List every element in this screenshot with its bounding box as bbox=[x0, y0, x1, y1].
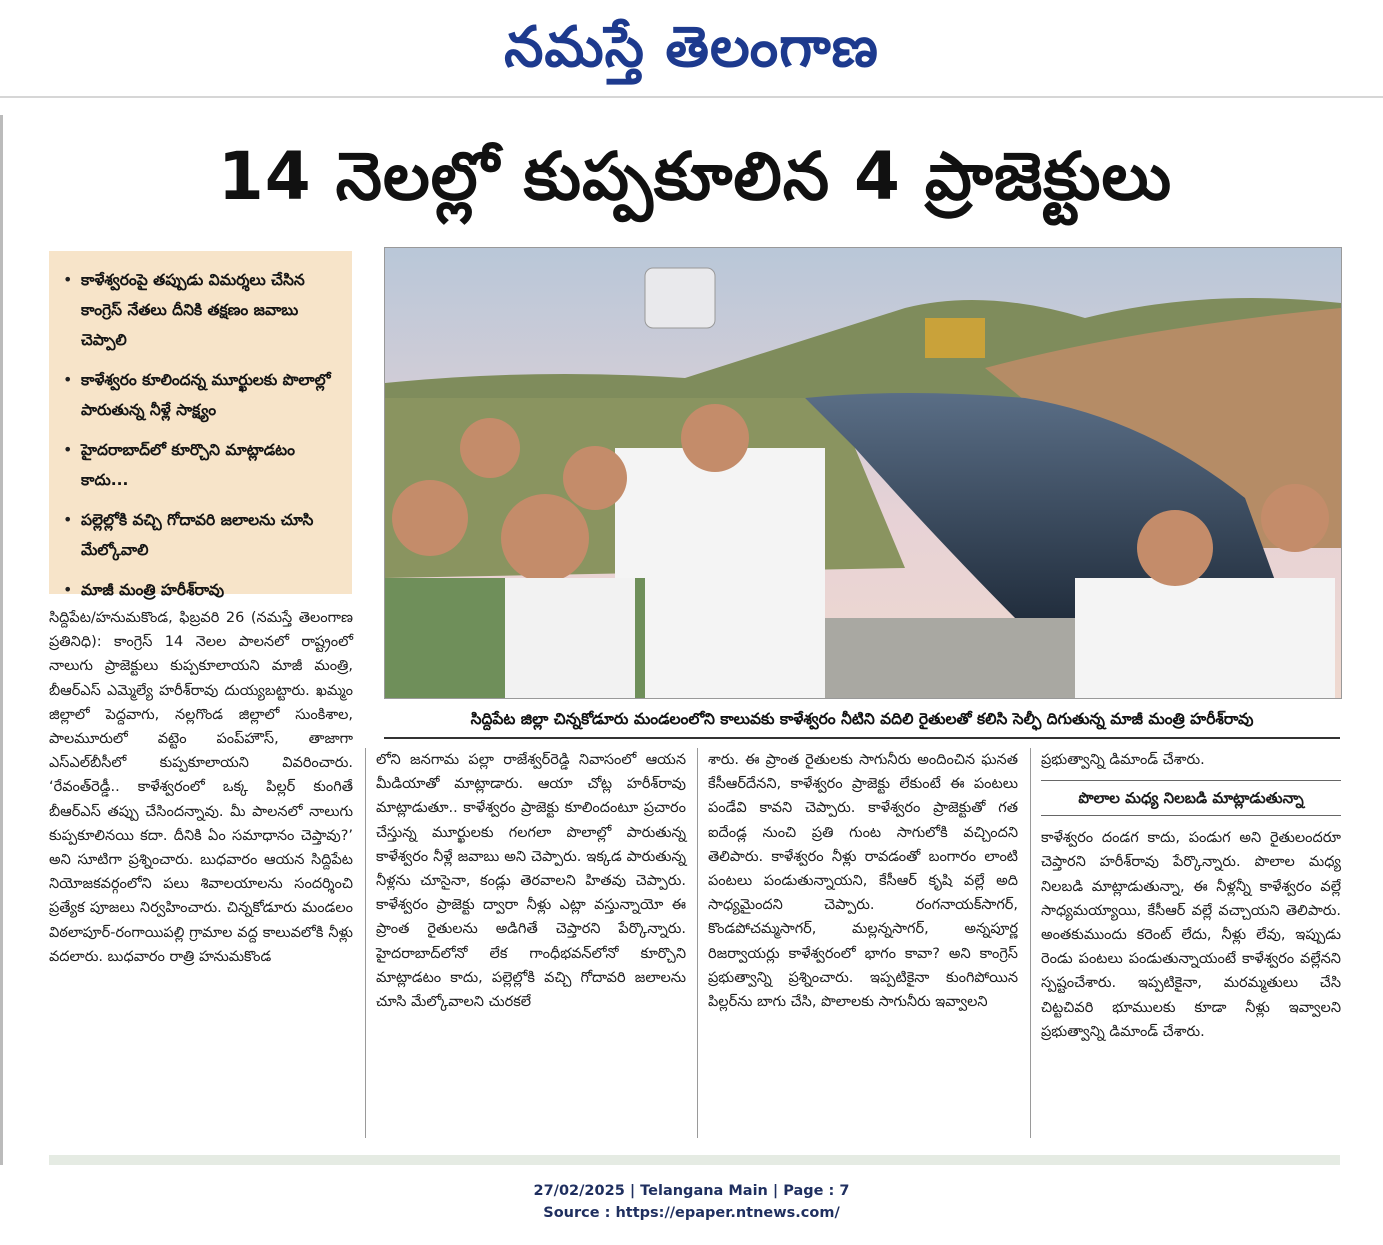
photo-illustration bbox=[385, 248, 1341, 698]
article-column-1 bbox=[49, 606, 353, 1136]
highlight-text: మాజీ మంత్రి హరీశ్‌రావు bbox=[81, 581, 225, 599]
headline: 14 నెలల్లో కుప్పకూలిన 4 ప్రాజెక్టులు bbox=[217, 138, 1173, 215]
highlight-text: పల్లెల్లోకి వచ్చి గోదావరి జలాలను చూసి మేల్కోవాలి bbox=[81, 511, 314, 559]
page-footer bbox=[0, 1180, 1383, 1224]
masthead-divider bbox=[0, 96, 1383, 98]
article-column-2 bbox=[376, 748, 686, 1138]
masthead-logo: నమస్తే తెలంగాణ bbox=[504, 14, 879, 80]
highlight-text: కాళేశ్వరంపై తప్పుడు విమర్శలు చేసిన కాంగ్రెస్ నేతలు దీనికి తక్షణం జవాబు చెప్పాలి bbox=[81, 271, 305, 349]
highlight-text: హైదరాబాద్‌లో కూర్చొని మాట్లాడటం కాదు... bbox=[81, 441, 295, 489]
highlights-box bbox=[49, 251, 352, 599]
article-column-4 bbox=[1041, 748, 1341, 1138]
highlight-item bbox=[63, 575, 342, 605]
bullet-icon: • bbox=[63, 580, 73, 599]
column-divider bbox=[697, 748, 698, 1138]
highlight-text: కాళేశ్వరం కూలిందన్న మూర్ఖులకు పొలాల్లో పారుతున్న నీళ్లే సాక్ష్యం bbox=[81, 371, 331, 419]
article-subhead: పొలాల మధ్య నిలబడి మాట్లాడుతున్నా bbox=[1041, 780, 1341, 816]
column-divider bbox=[1030, 748, 1031, 1138]
bullet-icon: • bbox=[63, 440, 73, 459]
footer-source-link[interactable]: Source : https://epaper.ntnews.com/ bbox=[543, 1205, 840, 1221]
article-text: కాళేశ్వరం దండగ కాదు, పండుగ అని రైతులందరూ చెప్తారని హరీశ్‌రావు పేర్కొన్నారు. పొలాల మధ్య నిలబడి మాట్లాడుతున్నా, ఈ నీళ్లన్నీ కాళేశ్వరం వల్లే సాధ్యమయ్యాయి, కేసీఆర్ వల్లే వచ్చాయని తెలిపారు. అంతకుముందు కరెంట్ లేదు, నీళ్లు లేవు, ఇప్పుడు రెండు పంటలు పండుతున్నాయంటే కాళేశ్వరం వల్లేనని స్పష్టంచేశారు. ఇప్పటికైనా, మరమ్మతులు చేసి చిట్టచివరి భూములకు కూడా నీళ్లు ఇవ్వాలని ప్రభుత్వాన్ని డిమాండ్ చేశారు. bbox=[1041, 830, 1341, 1040]
column-divider bbox=[365, 748, 366, 1138]
article-text: ప్రభుత్వాన్ని డిమాండ్ చేశారు. bbox=[1041, 752, 1205, 768]
highlight-item bbox=[63, 265, 342, 355]
photo-caption: సిద్దిపేట జిల్లా చిన్నకోడూరు మండలంలోని కాలువకు కాళేశ్వరం నీటిని వదిలి రైతులతో కలిసి సెల్ఫీ దిగుతున్న మాజీ మంత్రి హరీశ్‌రావు bbox=[384, 701, 1340, 739]
bullet-icon: • bbox=[63, 270, 73, 289]
bullet-icon: • bbox=[63, 510, 73, 529]
article-column-3 bbox=[708, 748, 1018, 1138]
article-text: లోని జనగామ పల్లా రాజేశ్వర్‌రెడ్డి నివాసంలో ఆయన మీడియాతో మాట్లాడారు. ఆయా చోట్ల హరీశ్‌రావు మాట్లాడుతూ.. కాళేశ్వరం ప్రాజెక్టు కూలిందంటూ ప్రచారం చేస్తున్న మూర్ఖులకు గలగలా పొలాల్లో పారుతున్న కాళేశ్వరం నీళ్లే జవాబు అని చెప్పారు. ఇక్కడ పారుతున్న నీళ్లను చూసైనా, కండ్లు తెరవాలని హితవు చెప్పారు. కాళేశ్వరం ప్రాజెక్టు ద్వారా నీళ్లు ఎట్లా వస్తున్నాయో ఈ ప్రాంత రైతులను అడిగితే చెప్తారని పేర్కొన్నారు. హైదరాబాద్‌లోనో లేక గాంధీభవన్‌లోనో కూర్చొని మాట్లాడటం కాదు, పల్లెల్లోకి వచ్చి గోదావరి జలాలను చూసి మేల్కోవాలని చురకలే bbox=[376, 752, 686, 1011]
highlight-item bbox=[63, 505, 342, 565]
bullet-icon: • bbox=[63, 370, 73, 389]
highlight-item bbox=[63, 365, 342, 425]
article-text: శారు. ఈ ప్రాంత రైతులకు సాగునీరు అందించిన ఘనత కేసీఆర్‌దేనని, కాళేశ్వరం ప్రాజెక్టు లేకుంటే ఈ పంటలు పండేవి కావని చెప్పారు. కాళేశ్వరం ప్రాజెక్టుతో గత ఐదేండ్ల నుంచి ప్రతి గుంట సాగులోకి వచ్చిందని తెలిపారు. కాళేశ్వరం నీళ్లు రావడంతో బంగారం లాంటి పంటలు పండుతున్నాయని, కేసీఆర్ కృషి వల్లే అది సాధ్యమైందని చెప్పారు. రంగనాయక్‌సాగర్, కొండపోచమ్మసాగర్, మల్లన్నసాగర్, అన్నపూర్ణ రిజర్వాయర్లు కాళేశ్వరంలో భాగం కావా? అని కాంగ్రెస్ ప్రభుత్వాన్ని ప్రశ్నించారు. ఇప్పటికైనా కుంగిపోయిన పిల్లర్‌ను బాగు చేసి, పొలాలకు సాగునీరు ఇవ్వాలని bbox=[708, 752, 1018, 1011]
highlight-item bbox=[63, 435, 342, 495]
footer-date-page: 27/02/2025 | Telangana Main | Page : 7 bbox=[533, 1183, 850, 1199]
news-photo bbox=[384, 247, 1342, 699]
page-bottom-band bbox=[49, 1155, 1340, 1165]
page-margin-rule bbox=[0, 115, 3, 1165]
article-text: సిద్దిపేట/హనుమకొండ, ఫిబ్రవరి 26 (నమస్తే తెలంగాణ ప్రతినిధి): కాంగ్రెస్ 14 నెలల పాలనలో రాష్ట్రంలో నాలుగు ప్రాజెక్టులు కుప్పకూలాయని మాజీ మంత్రి, బీఆర్‌ఎస్ ఎమ్మెల్యే హరీశ్‌రావు దుయ్యబట్టారు. ఖమ్మం జిల్లాలో పెద్దవాగు, నల్లగొండ జిల్లాలో సుంకిశాల, పాలమూరులో వట్టెం పంప్‌హౌస్, తాజాగా ఎస్‌ఎల్‌బీసీలో కుప్పకూలాయని వివరించారు. ‘రేవంత్‌రెడ్డీ.. కాళేశ్వరంలో ఒక్క పిల్లర్ కుంగితే బీఆర్‌ఎస్ తప్పు చేసిందన్నావు. మీ పాలనలో నాలుగు కుప్పకూలినయి కదా. దీనికి ఏం సమాధానం చెప్తావు?’ అని సూటిగా ప్రశ్నించారు. బుధవారం ఆయన సిద్దిపేట నియోజకవర్గంలోని పలు శివాలయాలను సందర్శించి ప్రత్యేక పూజలు నిర్వహించారు. చిన్నకోడూరు మండలం విఠలాపూర్-రంగాయిపల్లి గ్రామాల వద్ద కాలువలోకి నీళ్లు వదలారు. బుధవారం రాత్రి హనుమకొండ bbox=[49, 610, 353, 965]
